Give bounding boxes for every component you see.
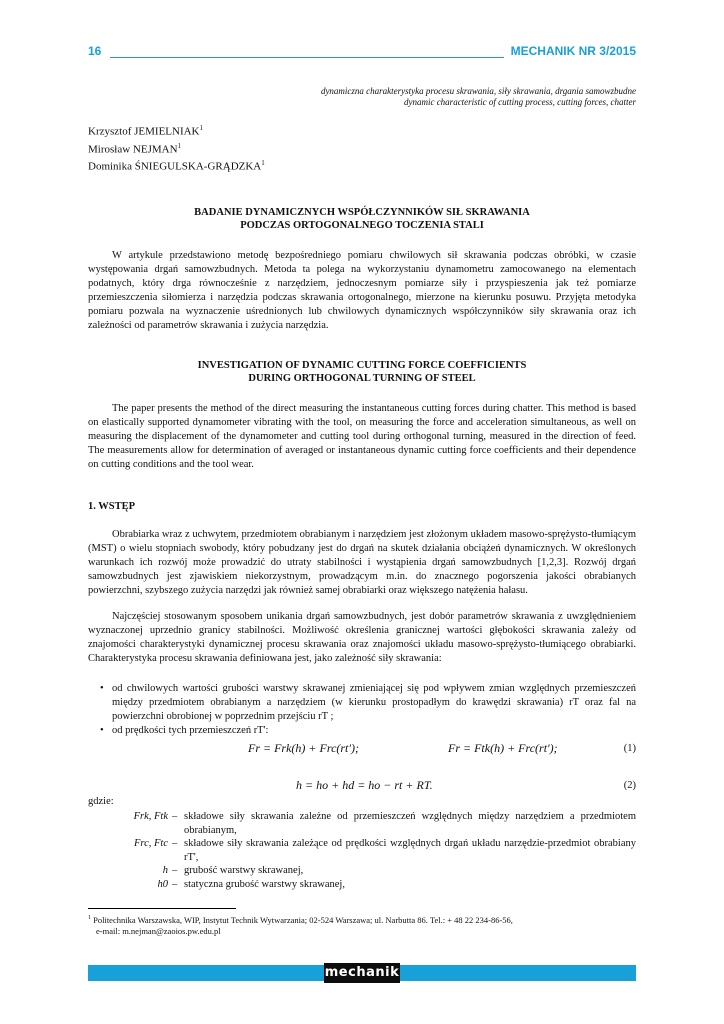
- equation-number: (1): [623, 743, 636, 754]
- definition-item: Frk, Ftk – składowe siły skrawania zależne od przemieszczeń względnych między narzędziem a przedmiotem obrabianym,: [133, 811, 636, 836]
- list-item: • od prędkości tych przemieszczeń rT':: [100, 725, 269, 736]
- header-rule: [110, 57, 504, 58]
- definition-item: Frc, Ftc – składowe siły skrawania zależące od prędkości względnych drgań układu narzędzie-przedmiot obrabiany rT',: [133, 838, 636, 863]
- abstract-english: The paper presents the method of the direct measuring the instantaneous cutting forces during chatter. This method is based on elastically supported dynamometer vibrating with the tool, on measuring the force and acceleration simultaneous, as well on measuring the displacement of the dynamometer and cutting tool during orthogonal turning, measured in the direction of feed. The measurements allow for determination of averaged or instantaneous dynamic cutting force coefficients and their dependence on cutting conditions and the tool wear.: [88, 403, 636, 470]
- bullet-icon: •: [100, 683, 104, 694]
- section-heading: 1. WSTĘP: [88, 501, 136, 512]
- list-item: • od chwilowych wartości grubości warstwy skrawanej zmieniającej się pod wpływem zmian względnych przemieszczeń między przedmiotem obrabianym a narzędziem (w kierunku prostopadłym do krawędzi skrawania) rT oraz fal na powierzchni obrobionej w poprzednim przejściu rT ;: [100, 683, 636, 722]
- author: Krzysztof JEMIELNIAK$^1$: [88, 124, 203, 138]
- body-paragraph: Najczęściej stosowanym sposobem unikania drgań samowzbudnych, jest dobór parametrów skrawania z uwzględnieniem wyznaczonej uprzednio granicy stabilności. Możliwość określenia granicznej wartości głębokości skrawania zależy od znajomości charakterystyki dynamicznej procesu skrawania oraz znajomości układu masowo-sprężysto-tłumiącego obrabiarki. Charakterystyka procesu skrawania definiowana jest, jako zależność siły skrawania:: [88, 611, 636, 664]
- title-english: INVESTIGATION OF DYNAMIC CUTTING FORCE COEFFICIENTS DURING ORTHOGONAL TURNING OF STEEL: [197, 360, 527, 384]
- equation-1: [88, 739, 636, 763]
- equation-number: (2): [623, 780, 636, 791]
- footnote: $^1$ Politechnika Warszawska, WIP, Instytut Technik Wytwarzania; 02-524 Warszawa; ul. Narbutta 86. Tel.: + 48 22 234-86-56, e-mail: m.nejman@zaoios.pw.edu.pl: [88, 913, 636, 937]
- where-label: gdzie:: [88, 796, 114, 807]
- equation-2: [88, 776, 636, 800]
- definition-item: h – grubość warstwy skrawanej,: [162, 865, 304, 876]
- definition-item: h0 – statyczna grubość warstwy skrawanej,: [157, 879, 345, 890]
- mechanik-logo: mechanik: [324, 963, 400, 983]
- keywords-en: dynamic characteristic of cutting process, cutting forces, chatter: [403, 97, 636, 107]
- journal-name: MECHANIK NR 3/2015: [510, 44, 636, 58]
- equation-radial-force: Fr = Frk(h) + Frc(rt');: [248, 741, 359, 755]
- equation-thickness: h = ho + hd = ho − rt + RT.: [296, 778, 433, 792]
- abstract-polish: W artykule przedstawiono metodę bezpośredniego pomiaru chwilowych sił skrawania podczas obróbki, w czasie występowania drgań samowzbudnych. Metoda ta polega na wykorzystaniu dynamometru zamocowanego na elementach podatnych, który drga równocześnie z narzędziem, jednoczesnym pomiarze siły i przyspieszenia jak też pomiarze przemieszczenia siłomierza i narzędzia podczas skrawania ortogonalnego, mierzone na kierunku posuwu. Przyjęta metodyka pomiaru pozwala na wyznaczenie uśrednionych lub chwilowych dynamicznych współczynników siły skrawania oraz ich zależności od parametrów skrawania i zużycia narzędzia.: [88, 250, 636, 331]
- keywords-pl: dynamiczna charakterystyka procesu skrawania, siły skrawania, drgania samowzbudne: [320, 86, 636, 96]
- title-polish: BADANIE DYNAMICZNYCH WSPÓŁCZYNNIKÓW SIŁ SKRAWANIA PODCZAS ORTOGONALNEGO TOCZENIA STALI: [194, 207, 530, 231]
- bullet-icon: •: [100, 725, 104, 736]
- author-list: [88, 121, 265, 174]
- footnote-rule: [88, 908, 236, 909]
- author: Mirosław NEJMAN$^1$: [88, 141, 182, 156]
- running-header: [88, 44, 636, 66]
- equation-tangential-force: Fr = Ftk(h) + Frc(rt');: [448, 741, 558, 755]
- body-paragraph: Obrabiarka wraz z uchwytem, przedmiotem obrabianym i narzędziem jest złożonym układem masowo-sprężysto-tłumiącym (MST) o wielu stopniach swobody, który pobudzany jest do drgań na skutek działania obciążeń dynamicznych. W określonych warunkach ich rozwój może prowadzić do utraty stabilności i wystąpienia drgań samowzbudnych [1,2,3]. Rozwój drgań samowzbudnych jest zjawiskiem niekorzystnym, prowadzącym m.in. do znacznego pogorszenia jakości obrabianych powierzchni, szybszego zużycia narzędzi jak również samej obrabiarki oraz większego natężenia hałasu.: [88, 529, 636, 596]
- author: Dominika ŚNIEGULSKA-GRĄDZKA$^1$: [88, 159, 265, 173]
- symbol-definitions: [88, 810, 636, 892]
- footnote-email: e-mail: m.nejman@zaoios.pw.edu.pl: [96, 925, 221, 936]
- page-number: 16: [88, 44, 102, 58]
